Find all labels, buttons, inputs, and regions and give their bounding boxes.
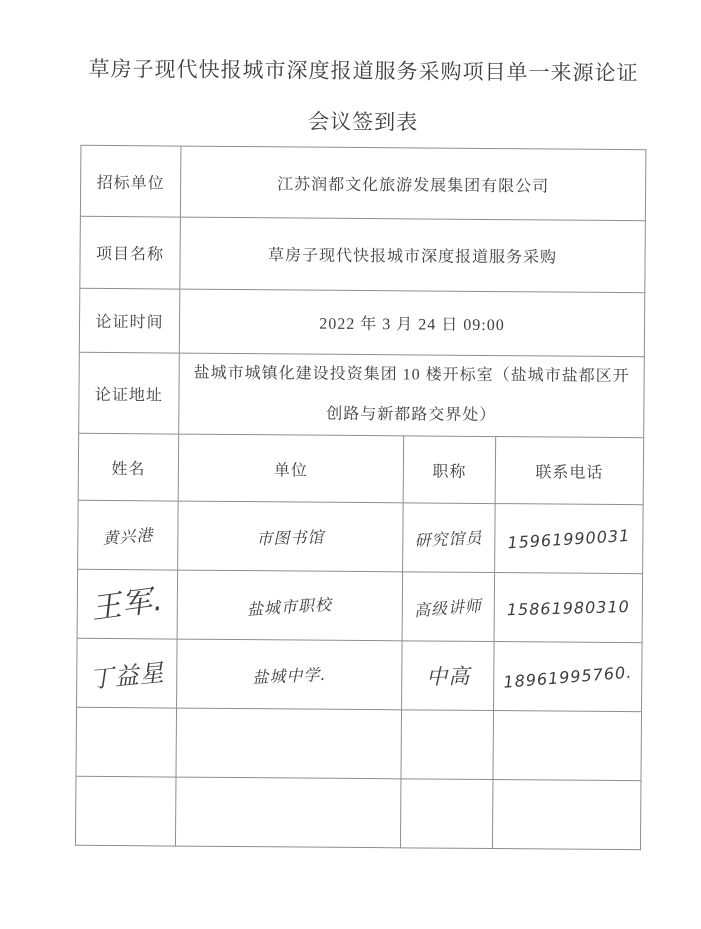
signin-sheet-table (75, 145, 647, 850)
document-title-line2: 会议签到表 (308, 109, 419, 135)
info-value-project-name: 草房子现代快报城市深度报道服务采购 (180, 217, 646, 293)
handwritten-phone: 18961995760. (502, 662, 633, 692)
signin-row-2 (77, 569, 643, 642)
signin-row-3 (77, 638, 643, 711)
signin-header-title: 职称 (403, 436, 496, 504)
info-value-meeting-time: 2022 年 3 月 24 日 09:00 (179, 289, 645, 357)
handwritten-title: 研究馆员 (414, 527, 484, 550)
handwritten-name: 黄兴港 (101, 524, 155, 548)
info-label-meeting-time: 论证时间 (79, 288, 179, 353)
handwritten-unit: 盐城市职校 (246, 594, 333, 619)
handwritten-unit: 盐城中学. (251, 664, 327, 687)
info-label-bidding-unit: 招标单位 (80, 145, 181, 217)
signature-name-cell (77, 638, 178, 708)
handwritten-title: 中高 (425, 664, 471, 690)
signature-name-cell (78, 500, 179, 570)
signature-unit-cell (177, 570, 403, 641)
signin-row-empty-2 (75, 776, 641, 849)
info-row-bidding-unit (80, 145, 646, 220)
signin-row-empty-1 (76, 707, 642, 780)
signature-unit-cell (176, 708, 402, 779)
signature-phone-cell (493, 711, 642, 781)
scanned-signin-sheet (75, 56, 646, 850)
info-value-meeting-address: 盐城市城镇化建设投资集团 10 楼开标室（盐城市盐都区开创路与新都路交界处） (179, 353, 645, 438)
handwritten-unit: 市图书馆 (256, 527, 325, 548)
signature-name-cell (76, 707, 177, 777)
signin-header-unit: 单位 (178, 434, 404, 503)
info-value-bidding-unit: 江苏润都文化旅游发展集团有限公司 (180, 146, 646, 221)
info-label-project-name: 项目名称 (80, 216, 181, 289)
signature-name-cell (75, 776, 176, 846)
signin-header-phone: 联系电话 (495, 437, 644, 505)
signature-unit-cell (177, 639, 403, 710)
signature-title-cell (401, 710, 494, 780)
signature-title-cell (400, 779, 493, 849)
signature-phone-cell (494, 573, 643, 643)
handwritten-name: 王军. (89, 582, 166, 627)
signature-title-cell (403, 503, 496, 573)
signature-title-cell (402, 641, 495, 711)
signature-title-cell (402, 572, 495, 642)
signature-phone-cell (495, 504, 644, 574)
document-title-line1: 草房子现代快报城市深度报道服务采购项目单一来源论证 (88, 56, 639, 86)
handwritten-phone: 15961990031 (506, 525, 631, 552)
signature-unit-cell (178, 501, 404, 572)
signature-name-cell (77, 569, 178, 639)
info-row-meeting-time (79, 288, 645, 356)
signature-phone-cell (492, 780, 641, 850)
signature-unit-cell (175, 777, 401, 848)
signin-row-1 (78, 500, 644, 573)
signature-phone-cell (494, 642, 643, 712)
handwritten-name: 丁益星 (88, 658, 166, 694)
info-row-meeting-address (79, 352, 645, 437)
handwritten-title: 高级讲师 (413, 595, 484, 620)
signin-header-row (78, 433, 644, 504)
signin-header-name: 姓名 (78, 433, 179, 501)
info-row-project-name (80, 216, 646, 292)
info-label-meeting-address: 论证地址 (79, 352, 180, 434)
handwritten-phone: 15861980310 (506, 596, 631, 619)
